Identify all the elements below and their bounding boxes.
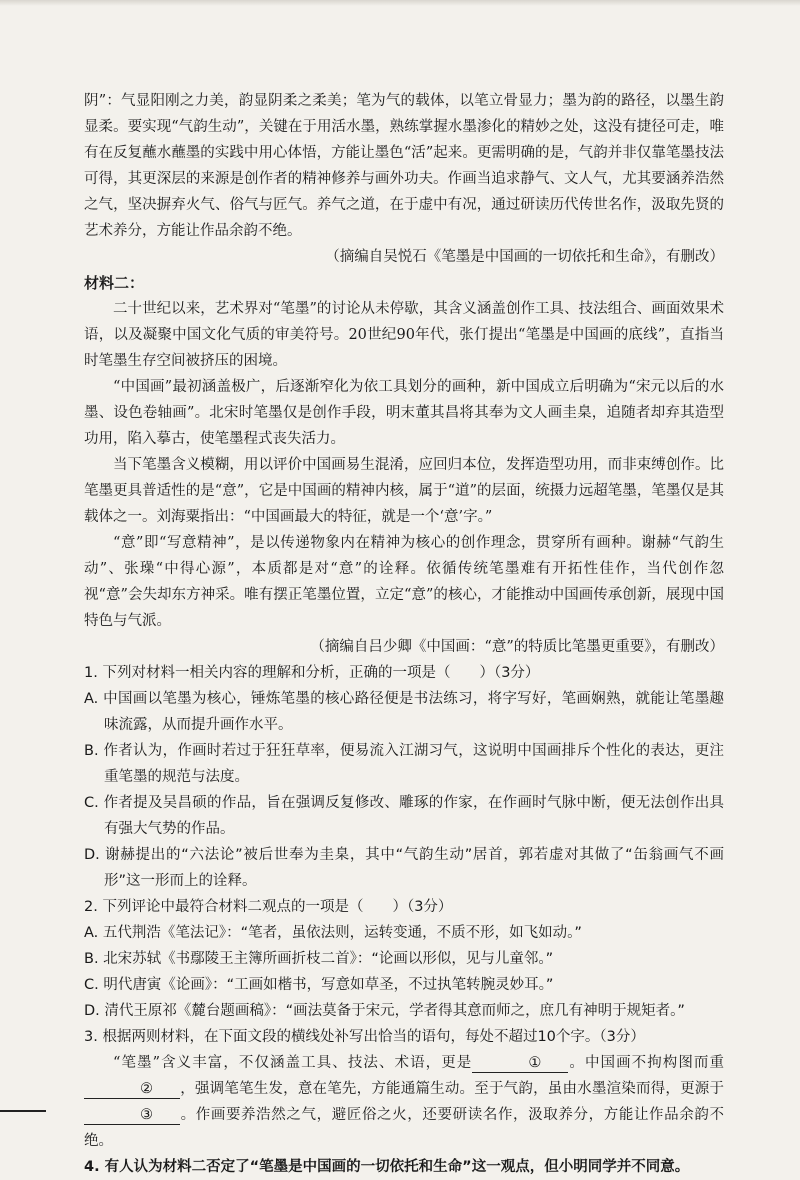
question-1-stem: 1. 下列对材料一相关内容的理解和分析，正确的一项是（ ）（3分） [84, 665, 540, 681]
material1-source: （摘编自吴悦石《笔墨是中国画的一切依托和生命》，有删改） [325, 249, 724, 265]
question-1-option-a: A. 中国画以笔墨为核心，锤炼笔墨的核心路径便是书法练习，将字写好，笔画娴熟，就能让笔墨趣味流露，从而提升画作水平。 [84, 691, 724, 733]
material2-paragraph-1: 二十世纪以来，艺术界对“笔墨”的讨论从未停歇，其含义涵盖创作工具、技法组合、画面效果术语，以及凝聚中国文化气质的审美符号。20世纪90年代，张仃提出“笔墨是中国画的底线”，直指当时笔墨生存空间被挤压的困境。 [84, 301, 724, 369]
question-1-option-c: C. 作者提及吴昌硕的作品，旨在强调反复修改、雕琢的作家，在作画时气脉中断，便无法创作出具有强大气势的作品。 [84, 795, 724, 837]
question-3-text-3: ，强调笔笔生发，意在笔先，方能通篇生动。至于气韵，虽由水墨渲染而得，更源于 [180, 1081, 724, 1097]
question-2-stem: 2. 下列评论中最符合材料二观点的一项是（ ）（3分） [84, 899, 453, 915]
question-4-stem: 4. 有人认为材料二否定了“笔墨是中国画的一切依托和生命”这一观点，但小明同学并不同意。 [84, 1159, 690, 1175]
material2-heading: 材料二： [84, 274, 145, 292]
material2-paragraph-3: 当下笔墨含义模糊，用以评价中国画易生混淆，应回归本位，发挥造型功用，而非束缚创作。比笔墨更具普适性的是“意”，它是中国画的精神内核，属于“道”的层面，统摄力远超笔墨，笔墨仅是其载体之一。刘海粟指出：“中国画最大的特征，就是一个‘意’字。” [84, 457, 724, 525]
answer-blank-3[interactable]: ③ [84, 1106, 180, 1125]
material2-paragraph-2: “中国画”最初涵盖极广，后逐渐窄化为依工具划分的画种，新中国成立后明确为“宋元以后的水墨、设色卷轴画”。北宋时笔墨仅是创作手段，明末董其昌将其奉为文人画圭臬，追随者却弃其造型功用，陷入摹古，使笔墨程式丧失活力。 [84, 379, 724, 447]
question-3-stem: 3. 根据两则材料，在下面文段的横线处补写出恰当的语句，每处不超过10个字。（3分） [84, 1029, 645, 1045]
question-3-text-1: “笔墨”含义丰富，不仅涵盖工具、技法、术语，更是 [113, 1055, 473, 1071]
question-3-text-4: 。作画要养浩然之气，避匠俗之火，还要研读名作，汲取养分，方能让作品余韵不绝。 [84, 1107, 724, 1149]
material2-source: （摘编自吕少卿《中国画：“意”的特质比笔墨更重要》，有删改） [310, 639, 724, 655]
exam-page [84, 88, 724, 1180]
question-1-option-b: B. 作者认为，作画时若过于狂狂草率，便易流入江湖习气，这说明中国画排斥个性化的表达，更注重笔墨的规范与法度。 [84, 743, 724, 785]
question-3-passage [84, 1050, 724, 1154]
answer-blank-1[interactable]: ① [472, 1054, 568, 1073]
answer-blank-2[interactable]: ② [84, 1080, 180, 1099]
question-2-option-a: A. 五代荆浩《笔法记》：“笔者，虽依法则，运转变通，不质不形，如飞如动。” [84, 925, 582, 941]
question-2-option-c: C. 明代唐寅《论画》：“工画如楷书，写意如草圣，不过执笔转腕灵妙耳。” [84, 977, 554, 993]
question-3-text-2: 。中国画不拘构图而重 [568, 1055, 724, 1071]
question-2-option-b: B. 北宋苏轼《书鄢陵王主簿所画折枝二首》：“论画以形似，见与儿童邻。” [84, 951, 554, 967]
material1-paragraph: 阴”：气显阳刚之力美，韵显阴柔之柔美；笔为气的载体，以笔立骨显力；墨为韵的路径，以墨生韵显柔。要实现“气韵生动”，关键在于用活水墨，熟练掌握水墨渗化的精妙之处，这没有捷径可走，唯有在反复蘸水蘸墨的实践中用心体悟，方能让墨色“活”起来。更需明确的是，气韵并非仅靠笔墨技法可得，其更深层的来源是创作者的精神修养与画外功夫。作画当追求静气、文人气，尤其要涵养浩然之气，坚决摒弃火气、俗气与匠气。养气之道，在于虚中有况，通过研读历代传世名作，汲取先贤的艺术养分，方能让作品余韵不绝。 [84, 93, 724, 239]
material2-paragraph-4: “意”即“写意精神”，是以传递物象内在精神为核心的创作理念，贯穿所有画种。谢赫“气韵生动”、张璪“中得心源”，本质都是对“意”的诠释。依循传统笔墨难有开拓性佳作，当代创作忽视“意”会失却东方神采。唯有摆正笔墨位置，立定“意”的核心，才能推动中国画传承创新，展现中国特色与气派。 [84, 535, 724, 629]
question-3 [84, 1024, 724, 1154]
question-1 [84, 660, 724, 894]
scan-mark [0, 1110, 46, 1112]
question-2 [84, 894, 724, 1024]
question-1-option-d: D. 谢赫提出的“六法论”被后世奉为圭臬，其中“气韵生动”居首，郭若虚对其做了“缶翁画气不画形”这一形而上的诠释。 [84, 847, 724, 889]
question-2-option-d: D. 清代王原祁《麓台题画稿》：“画法莫备于宋元，学者得其意而师之，庶几有神明于规矩者。” [84, 1003, 685, 1019]
question-4 [84, 1154, 724, 1180]
scan-top-edge [0, 0, 800, 6]
